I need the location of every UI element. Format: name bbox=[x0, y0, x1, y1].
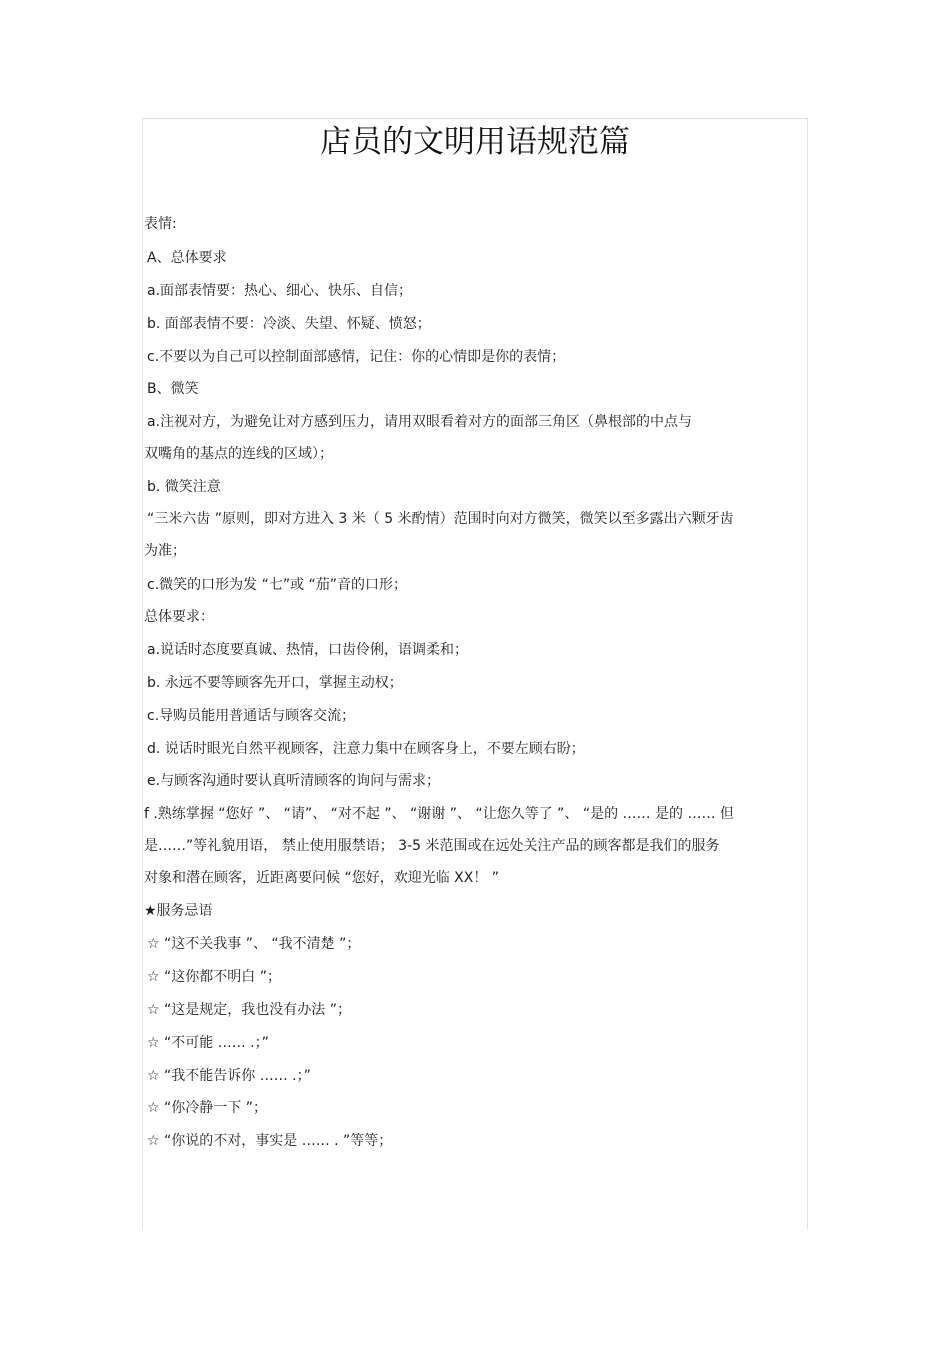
text-line: b. 面部表情不要：冷淡、失望、怀疑、愤怒； bbox=[147, 316, 431, 332]
text-line: f .熟练掌握 “您好 ”、 “请”、 “对不起 ”、 “谢谢 ”、 “让您久等了 ”、 “是的 …… 是的 …… 但 bbox=[144, 806, 734, 822]
forbidden-phrase-item: ☆ “这是规定，我也没有办法 ”； bbox=[147, 1002, 351, 1018]
text-line: a.说话时态度要真诚、热情，口齿伶俐，语调柔和； bbox=[147, 642, 469, 658]
subheading-smile: B、微笑 bbox=[147, 381, 199, 397]
text-line: b. 永远不要等顾客先开口，掌握主动权； bbox=[147, 675, 403, 691]
forbidden-phrase-item: ☆ “这不关我事 ”、 “我不清楚 ”； bbox=[147, 936, 361, 952]
section-heading-expression: 表情: bbox=[144, 216, 177, 232]
text-line: a.注视对方，为避免让对方感到压力，请用双眼看着对方的面部三角区（鼻根部的中点与 bbox=[147, 414, 693, 430]
subheading-forbidden-phrases: ★服务忌语 bbox=[144, 903, 213, 919]
text-line: 是……”等礼貌用语， 禁止使用服禁语； 3-5 米范围或在远处关注产品的顾客都是我们的服务 bbox=[144, 838, 720, 854]
text-line: a.面部表情要：热心、细心、快乐、自信； bbox=[147, 283, 413, 299]
text-line: 双嘴角的基点的连线的区域）； bbox=[144, 446, 333, 462]
text-line: 对象和潜在顾客，近距离要问候 “您好，欢迎光临 XX！ ” bbox=[144, 870, 500, 886]
forbidden-phrase-item: ☆ “不可能 …… .；” bbox=[147, 1035, 269, 1051]
text-line: c.导购员能用普通话与顾客交流； bbox=[147, 708, 356, 724]
forbidden-phrase-item: ☆ “我不能告诉你 …… .；” bbox=[147, 1068, 311, 1084]
text-line: 为准； bbox=[144, 543, 186, 559]
text-line: “三米六齿 ”原则，即对方进入 3 米（ 5 米酌情）范围时向对方微笑，微笑以至多露出六颗牙齿 bbox=[147, 511, 734, 527]
text-line: b. 微笑注意 bbox=[147, 479, 221, 495]
forbidden-phrase-item: ☆ “你说的不对，事实是 …… . ”等等； bbox=[147, 1133, 393, 1149]
forbidden-phrase-item: ☆ “这你都不明白 ”； bbox=[147, 969, 281, 985]
text-line: e.与顾客沟通时要认真听清顾客的询问与需求； bbox=[147, 773, 441, 789]
subheading-general-requirements: 总体要求： bbox=[144, 609, 214, 625]
text-line: c.不要以为自己可以控制面部感情，记住：你的心情即是你的表情； bbox=[147, 349, 566, 365]
text-line: c.微笑的口形为发 “七”或 “茄”音的口形； bbox=[147, 577, 408, 593]
forbidden-phrase-item: ☆ “你冷静一下 ”； bbox=[147, 1100, 267, 1116]
document-title: 店员的文明用语规范篇 bbox=[320, 124, 630, 160]
subheading-general-requirements: A、总体要求 bbox=[147, 250, 227, 266]
text-line: d. 说话时眼光自然平视顾客，注意力集中在顾客身上，不要左顾右盼； bbox=[147, 741, 585, 757]
